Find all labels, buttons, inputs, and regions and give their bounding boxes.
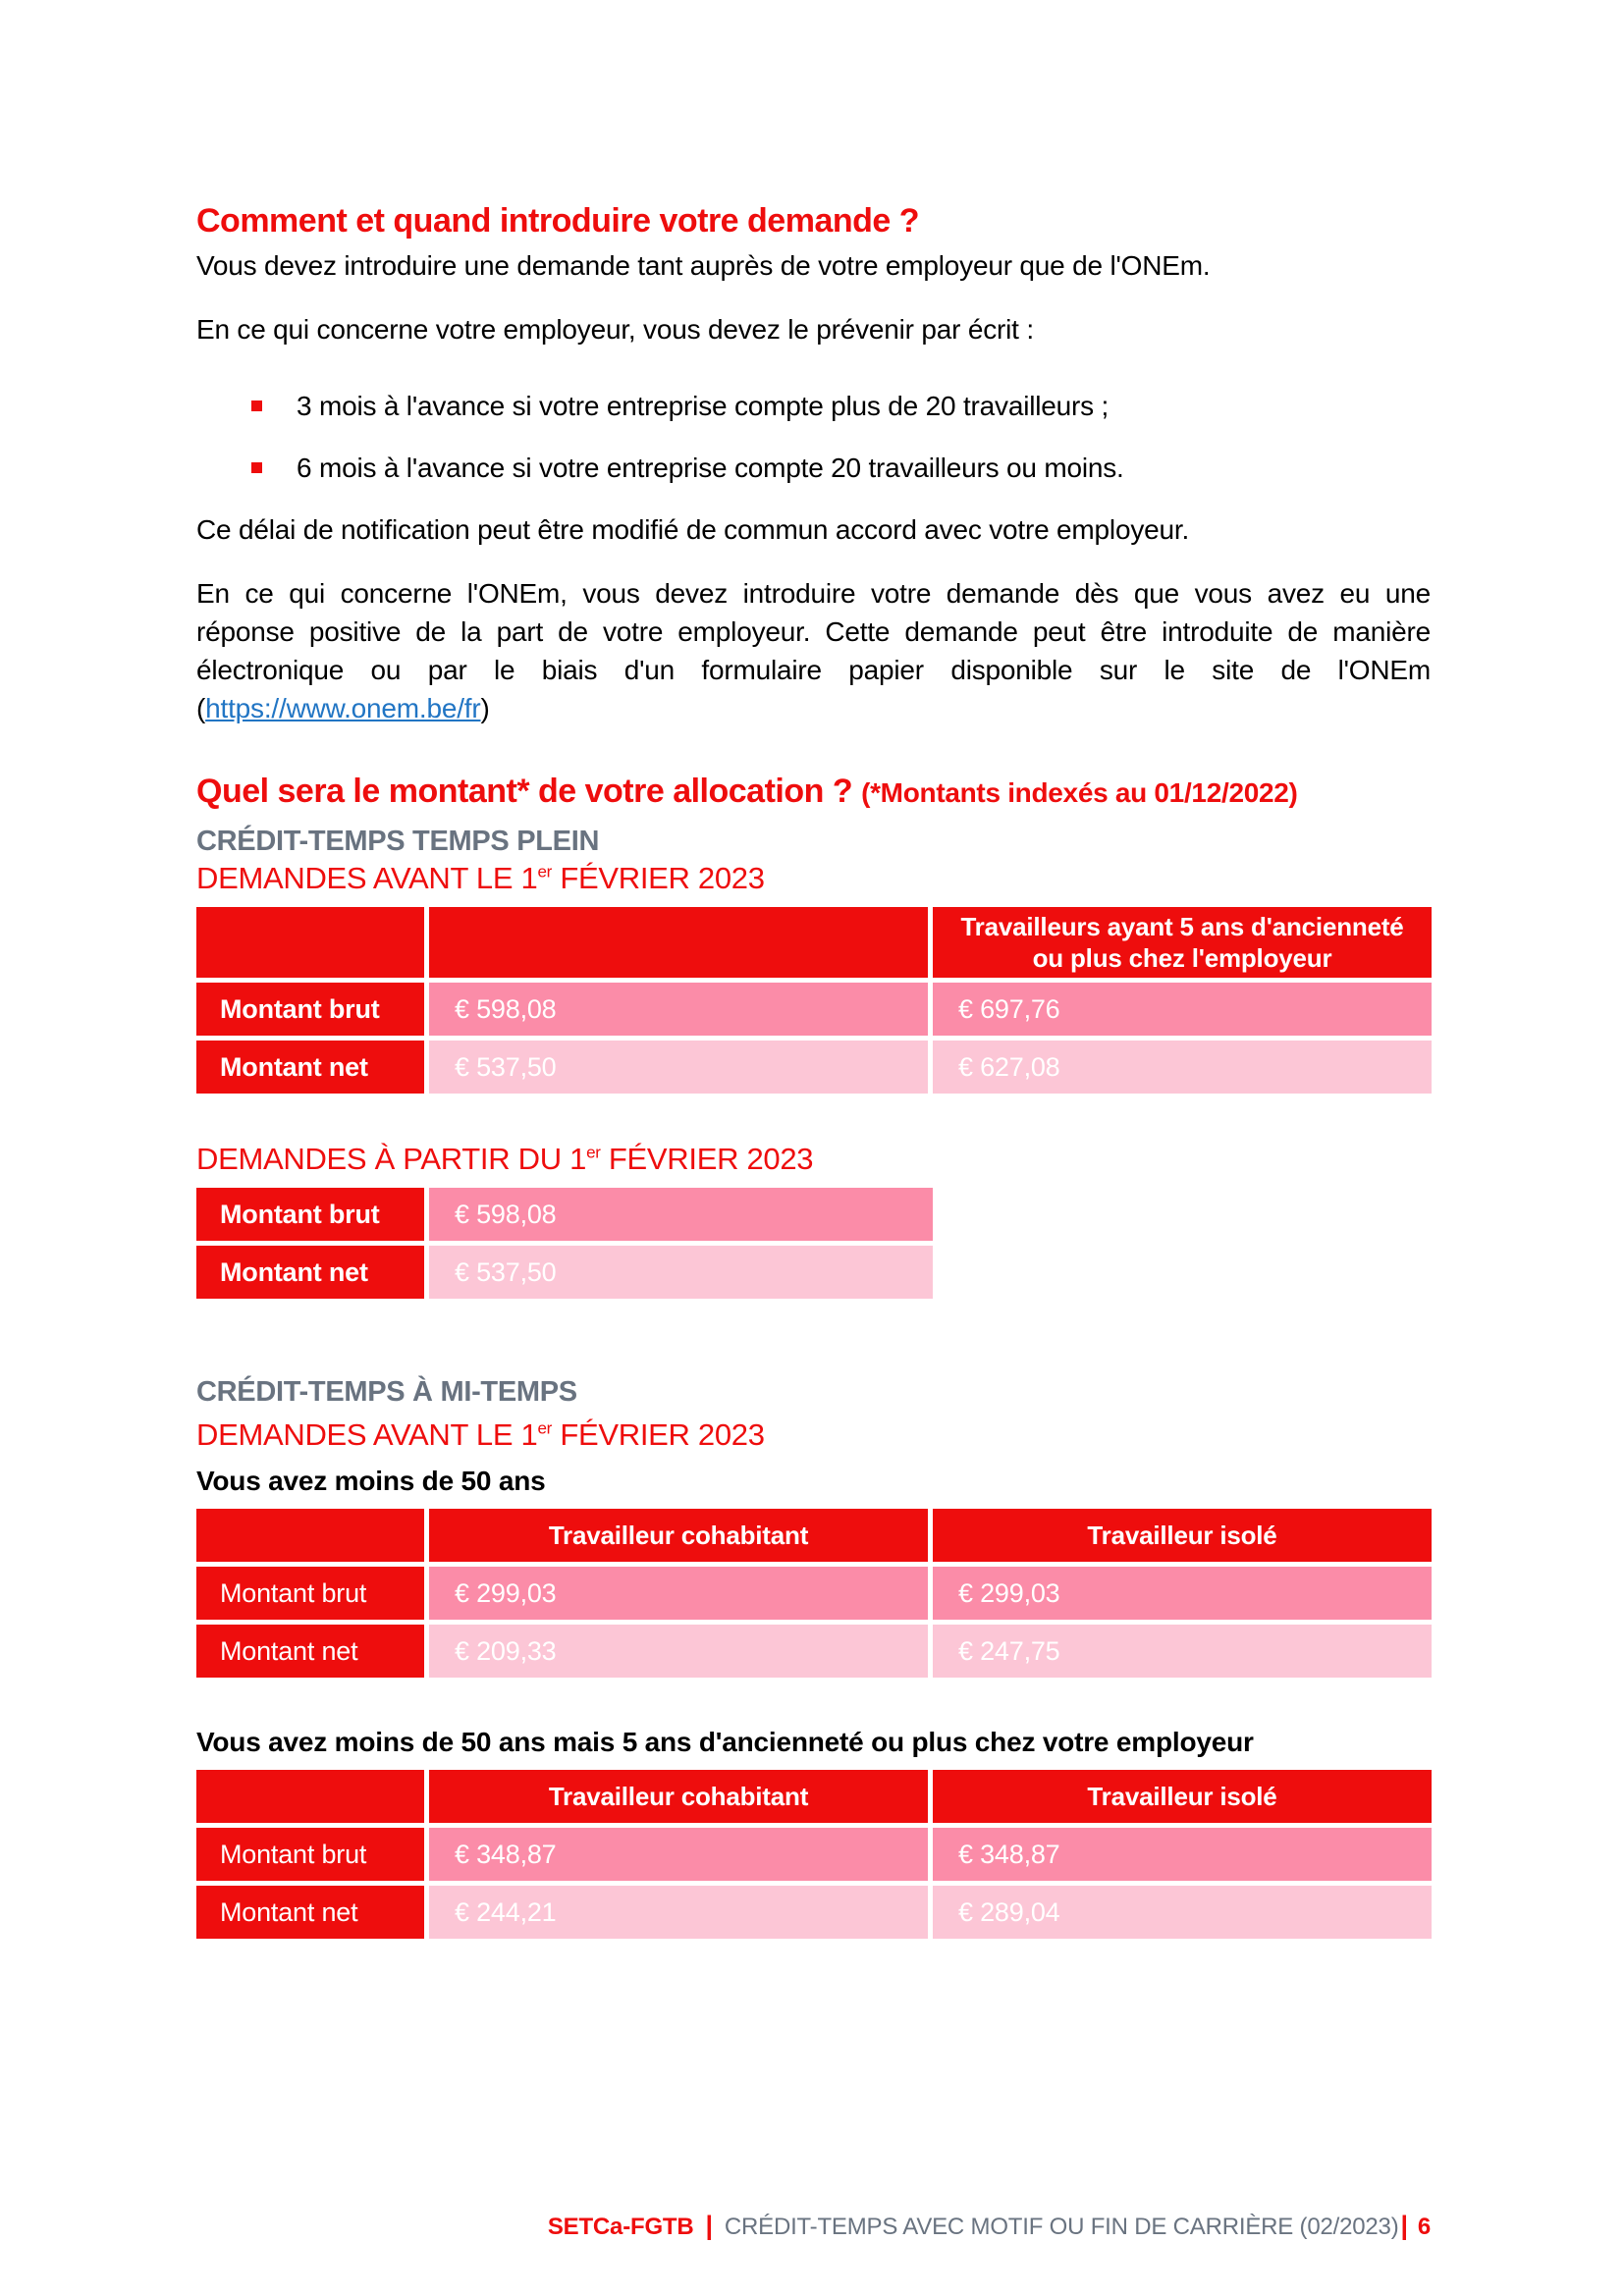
heading-amount-note: (*Montants indexés au 01/12/2022) (861, 777, 1298, 808)
subheading-demandes-avant-fulltime (196, 860, 1431, 897)
table-value-cell: € 348,87 (933, 1828, 1432, 1881)
subheading-credit-mi-temps: CRÉDIT-TEMPS À MI-TEMPS (196, 1376, 577, 1408)
bullet-text: 3 mois à l'avance si votre entreprise compte plus de 20 travailleurs ; (297, 391, 1110, 421)
subheading-text: FÉVRIER 2023 (552, 1417, 765, 1452)
subheading-demandes-avant-halftime (196, 1416, 1431, 1454)
delay-paragraph: Ce délai de notification peut être modifié de commun accord avec votre employeur. (196, 514, 1190, 545)
bullet-square-icon (251, 462, 262, 473)
subheading-text: FÉVRIER 2023 (600, 1142, 814, 1176)
table-value-cell: € 598,08 (429, 983, 928, 1036)
table-mitemps-moins50 (196, 1509, 1431, 1678)
table-header-cell (196, 1509, 424, 1562)
table-value-cell: € 598,08 (429, 1188, 933, 1241)
table-value-cell: € 627,08 (933, 1041, 1432, 1094)
table-value-cell: € 299,03 (933, 1567, 1432, 1620)
table-label-cell: Montant net (196, 1625, 424, 1678)
subheading-credit-temps-plein: CRÉDIT-TEMPS TEMPS PLEIN (196, 826, 600, 857)
table-label-cell: Montant brut (196, 1188, 424, 1241)
table-header-cell: Travailleurs ayant 5 ans d'ancienneté ou plus chez l'employeur (933, 907, 1432, 978)
table-label-cell: Montant net (196, 1041, 424, 1094)
bullet-text: 6 mois à l'avance si votre entreprise compte 20 travailleurs ou moins. (297, 453, 1124, 483)
table-value-cell: € 244,21 (429, 1886, 928, 1939)
table-header-cell: Travailleur isolé (933, 1509, 1432, 1562)
table-header-cell (429, 907, 928, 978)
footer-doc-title: CRÉDIT-TEMPS AVEC MOTIF OU FIN DE CARRIÈRE (02/2023) (724, 2214, 1399, 2240)
table-plein-apartir (196, 1188, 933, 1299)
table-plein-avant (196, 907, 1431, 1094)
table-value-cell: € 348,87 (429, 1828, 928, 1881)
employer-paragraph: En ce qui concerne votre employeur, vous devez le prévenir par écrit : (196, 314, 1034, 345)
table-header-cell: Travailleur isolé (933, 1770, 1432, 1823)
intro-paragraph: Vous devez introduire une demande tant auprès de votre employeur que de l'ONEm. (196, 250, 1211, 281)
table-value-cell: € 299,03 (429, 1567, 928, 1620)
heading-moins-50-anciennete: Vous avez moins de 50 ans mais 5 ans d'ancienneté ou plus chez votre employeur (196, 1727, 1254, 1757)
bullet-item (196, 449, 1431, 487)
footer-brand: SETCa-FGTB (547, 2214, 694, 2240)
heading-amount-main: Quel sera le montant* de votre allocation ? (196, 773, 862, 810)
footer-separator: | (1400, 2211, 1408, 2240)
footer-page-number: 6 (1417, 2214, 1431, 2240)
bullet-item (196, 387, 1431, 425)
table-value-cell: € 289,04 (933, 1886, 1432, 1939)
subheading-text: DEMANDES AVANT LE 1 (196, 861, 538, 895)
onem-paragraph-line (196, 689, 1431, 727)
onem-paragraph-line: réponse positive de la part de votre employeur. Cette demande peut être introduite de manière (196, 616, 1431, 647)
onem-paragraph (196, 574, 1431, 727)
footer-separator: | (705, 2211, 713, 2240)
table-label-cell: Montant brut (196, 1828, 424, 1881)
onem-paragraph-line: En ce qui concerne l'ONEm, vous devez introduire votre demande dès que vous avez eu une (196, 578, 1431, 609)
subheading-demandes-apartir (196, 1141, 1431, 1178)
table-value-cell: € 537,50 (429, 1041, 928, 1094)
table-value-cell: € 209,33 (429, 1625, 928, 1678)
subheading-superscript: er (537, 862, 553, 881)
table-header-cell: Travailleur cohabitant (429, 1509, 928, 1562)
heading-amount (196, 769, 1431, 821)
onem-paragraph-line: électronique ou par le biais d'un formulaire papier disponible sur le site de l'ONEm (196, 655, 1431, 685)
table-label-cell: Montant net (196, 1886, 424, 1939)
table-mitemps-anciennete (196, 1770, 1431, 1939)
table-label-cell: Montant brut (196, 1567, 424, 1620)
subheading-superscript: er (586, 1143, 601, 1162)
table-header-cell (196, 907, 424, 978)
bullet-square-icon (251, 400, 262, 411)
heading-how-when: Comment et quand introduire votre demande ? (196, 202, 920, 240)
subheading-superscript: er (537, 1418, 553, 1438)
subheading-text: DEMANDES AVANT LE 1 (196, 1417, 538, 1452)
paren-close: ) (480, 693, 490, 723)
table-value-cell: € 537,50 (429, 1246, 933, 1299)
table-label-cell: Montant net (196, 1246, 424, 1299)
table-header-cell (196, 1770, 424, 1823)
table-label-cell: Montant brut (196, 983, 424, 1036)
page-footer (548, 2211, 1431, 2241)
table-value-cell: € 247,75 (933, 1625, 1432, 1678)
subheading-text: FÉVRIER 2023 (552, 861, 765, 895)
onem-link[interactable]: https://www.onem.be/fr (205, 693, 481, 723)
subheading-text: DEMANDES À PARTIR DU 1 (196, 1142, 587, 1176)
table-value-cell: € 697,76 (933, 983, 1432, 1036)
heading-moins-50: Vous avez moins de 50 ans (196, 1466, 546, 1496)
table-header-cell: Travailleur cohabitant (429, 1770, 928, 1823)
paren-open: ( (196, 693, 206, 723)
